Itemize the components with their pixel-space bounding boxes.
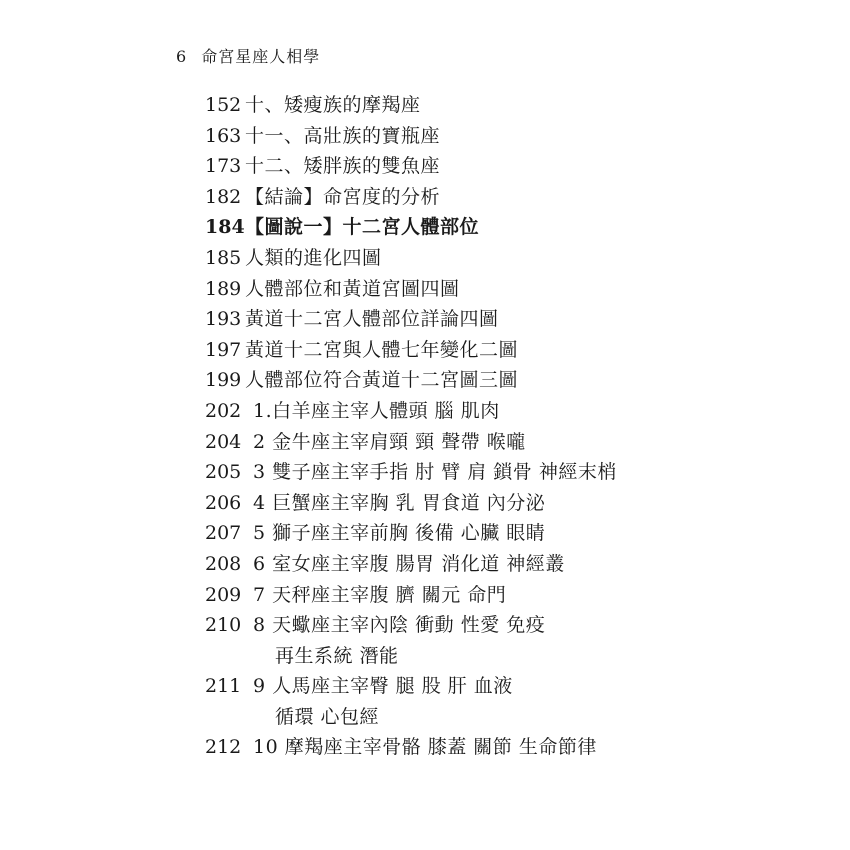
toc-entry bbox=[205, 671, 805, 702]
toc-page-number: 208 bbox=[205, 552, 242, 575]
toc-page-number: 210 bbox=[205, 614, 242, 637]
toc-page-number: 185 bbox=[205, 246, 242, 269]
toc-page-number: 197 bbox=[205, 338, 242, 361]
toc-entry bbox=[205, 518, 805, 549]
toc-entry-continuation bbox=[205, 641, 805, 672]
toc-page-number: 207 bbox=[205, 522, 242, 545]
toc-title: 人體部位符合黃道十二宮圖三圖 bbox=[245, 369, 519, 392]
toc-entry bbox=[205, 610, 805, 641]
toc-page-number: 182 bbox=[205, 185, 242, 208]
toc-title: 6 室女座主宰腹 腸胃 消化道 神經叢 bbox=[253, 552, 565, 575]
toc-title: 10 摩羯座主宰骨骼 膝蓋 關節 生命節律 bbox=[253, 736, 597, 759]
toc-title: 5 獅子座主宰前胸 後備 心臟 眼睛 bbox=[253, 522, 546, 545]
toc-page-number: 212 bbox=[205, 736, 242, 759]
toc-page-number: 204 bbox=[205, 430, 242, 453]
toc-title: 十、矮瘦族的摩羯座 bbox=[245, 94, 421, 116]
toc-entry-continuation bbox=[205, 702, 805, 733]
toc-entry bbox=[205, 396, 805, 427]
toc-page-number: 206 bbox=[205, 491, 242, 514]
toc-entry bbox=[205, 151, 805, 182]
toc-title: 【圖說一】十二宮人體部位 bbox=[245, 216, 480, 239]
toc-page-number: 202 bbox=[205, 399, 242, 422]
toc-entry bbox=[205, 580, 805, 611]
toc-page-number: 211 bbox=[205, 675, 242, 698]
toc-page-number: 199 bbox=[205, 369, 242, 392]
table-of-contents bbox=[205, 90, 805, 763]
toc-title: 十二、矮胖族的雙魚座 bbox=[245, 155, 441, 178]
toc-page-number: 184 bbox=[205, 216, 245, 239]
toc-title: 7 天秤座主宰腹 臍 關元 命門 bbox=[253, 583, 507, 606]
toc-page-number: 189 bbox=[205, 277, 242, 300]
toc-entry bbox=[205, 488, 805, 519]
toc-entry bbox=[205, 243, 805, 274]
running-header bbox=[176, 44, 320, 67]
toc-title: 十一、高壯族的寶瓶座 bbox=[245, 124, 441, 147]
toc-title: 【結論】命宮度的分析 bbox=[245, 185, 441, 208]
toc-page-number: 209 bbox=[205, 583, 242, 606]
toc-entry bbox=[205, 335, 805, 366]
toc-entry bbox=[205, 549, 805, 580]
toc-title: 1.白羊座主宰人體頭 腦 肌肉 bbox=[253, 399, 500, 422]
toc-title: 9 人馬座主宰臀 腿 股 肝 血液 bbox=[253, 675, 513, 698]
toc-entry bbox=[205, 90, 805, 121]
toc-page-number: 205 bbox=[205, 461, 242, 484]
toc-title: 黃道十二宮人體部位詳論四圖 bbox=[245, 308, 499, 331]
toc-page-number: 152 bbox=[205, 94, 242, 116]
toc-entry bbox=[205, 304, 805, 335]
toc-title: 8 天蠍座主宰內陰 衝動 性愛 免疫 bbox=[253, 614, 546, 637]
toc-page-number: 193 bbox=[205, 308, 242, 331]
header-page-number: 6 bbox=[176, 47, 188, 66]
toc-entry-heading bbox=[205, 212, 805, 243]
toc-entry bbox=[205, 365, 805, 396]
toc-entry bbox=[205, 732, 805, 763]
toc-title: 人類的進化四圖 bbox=[245, 246, 382, 269]
toc-entry bbox=[205, 182, 805, 213]
header-book-title: 命宮星座人相學 bbox=[201, 47, 321, 66]
toc-title: 黃道十二宮與人體七年變化二圖 bbox=[245, 338, 519, 361]
toc-entry bbox=[205, 427, 805, 458]
toc-title: 4 巨蟹座主宰胸 乳 胃食道 內分泌 bbox=[253, 491, 546, 514]
toc-title: 再生系統 潛能 bbox=[275, 644, 399, 667]
toc-title: 3 雙子座主宰手指 肘 臂 肩 鎖骨 神經末梢 bbox=[253, 461, 617, 484]
toc-entry bbox=[205, 457, 805, 488]
toc-page-number: 163 bbox=[205, 124, 242, 147]
toc-title: 人體部位和黃道宮圖四圖 bbox=[245, 277, 460, 300]
toc-entry bbox=[205, 121, 805, 152]
toc-title: 2 金牛座主宰肩頸 頸 聲帶 喉嚨 bbox=[253, 430, 526, 453]
toc-page-number: 173 bbox=[205, 155, 242, 178]
toc-title: 循環 心包經 bbox=[275, 705, 380, 728]
toc-entry bbox=[205, 274, 805, 305]
